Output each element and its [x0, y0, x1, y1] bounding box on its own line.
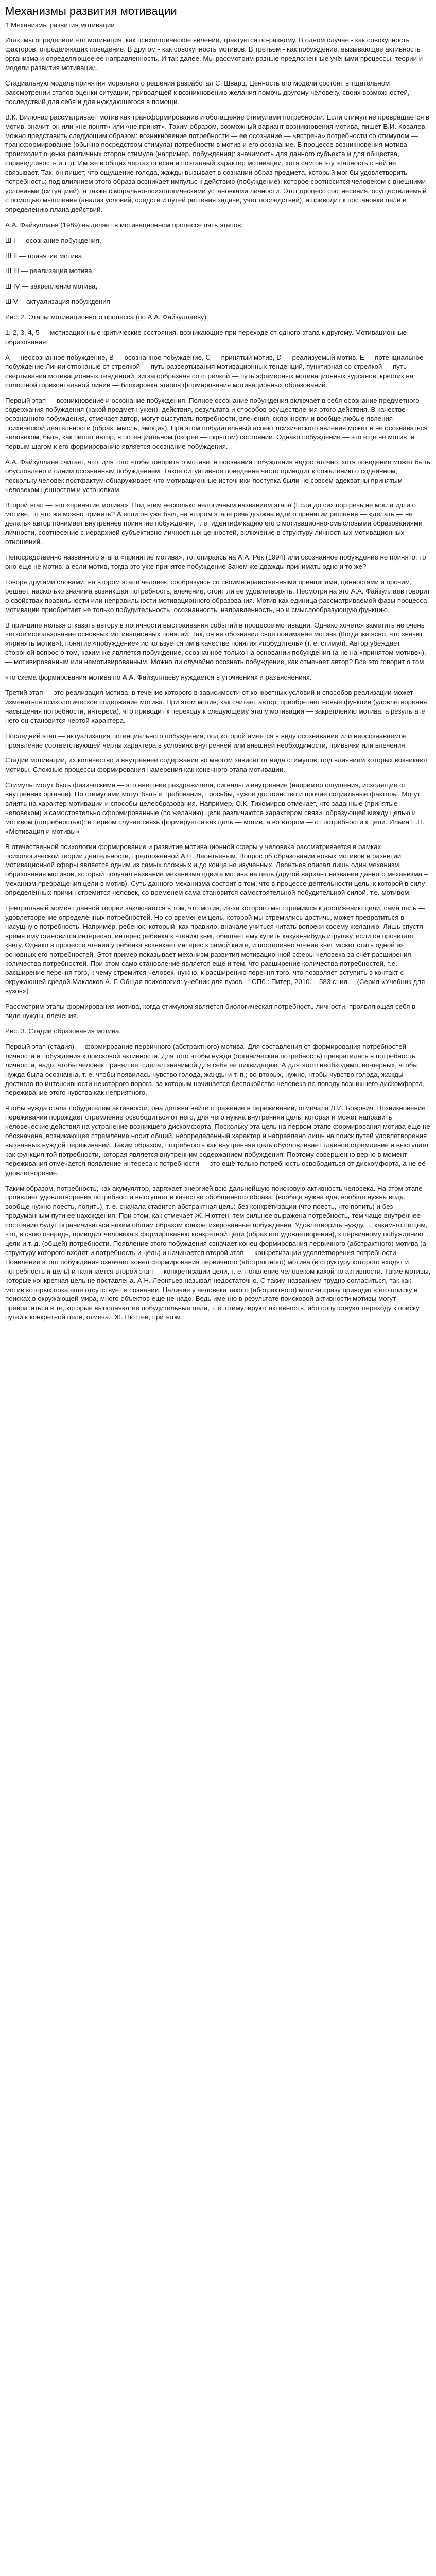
paragraph: что схема формирования мотива по А.А. Файзуллаеву нуждается в уточнениях и разъяснениях.	[5, 673, 312, 682]
paragraph: Центральный момент данной теории заключается в том, что мотив, из-за которого мы стремимся к достижению цели, сама цель — удовлетворение определённых потребностей. Но со временем цель, которой мы стремились достичь, может превратиться в насущную потребность. Например, ребенок, который, как правило, вначале учиться читать вопреки своему желанию. Лишь спустя время ему становится интересно, интерес ребёнка к чтению книг, обещает ему купить какую-нибудь игрушку, если он прочитает книгу. Однако в процессе чтения у ребёнка возникает интерес к самой книге, и постепенно чтение книг может стать одной из основных его потребностей. Этот пример показывает механизм развития мотивационной сферы человека за счёт расширения количества потребностей. При этом само становление является ещё и тем, что расширение количества потребностей, т.е. расширение перечня того, к чему стремится человек, нужно, к расширению перечня того, что позволяет вступить в контакт с окружающей средой.Маклаков А. Г. Общая психология: учебник для вузов. – СПб.: Питер, 2010. – 583 с: ил. – (Серия «Учебник для вузов»)	[5, 904, 425, 995]
section-heading: 1 Механизмы развития мотивации	[5, 21, 115, 29]
article-body	[5, 21, 431, 1323]
paragraph: Итак, мы определили что мотивация, как психологическое явление, трактуется по-разному. В одном случае - как совокупность факторов, определяющих поведение. В другом - как совокупность мотивов. В третьем - как побуждение, вызывающее активность организма и определяющее ее направленность. И так далее. Мы рассмотрим разные предложенные учёными процессы, теории и модели развития мотивации.	[5, 36, 423, 72]
paragraph: В.К. Вилюнас рассматривает мотив как трансформирование и обогащение стимулами потребности. Если стимул не превращается в мотив, значит, он или «не понят» или «не принят». Таким образом, возможный вариант возникновения мотива, пишет В.И. Ковалев, можно представить следующим образом: возникновение потребности — ее осознание — «встреча» потребности со стимулом — трансформирование (обычно посредством стимула) потребности в мотив и его осознание. В процессе возникновения мотива происходит оценка различных сторон стимула (например, побуждения): значимость для данного субъекта и для общества, справедливость и т. д. Им же в общих чертах описан и поэтапный характер мотивации, хотя сам он эту этапность с ней не связывает. Так, он пишет, что ощущение голода, жажды вызывает в сознании образ предмета, который мог бы удовлетворить потребность; под влиянием этого образа возникает импульс к действию (побуждение), которое соотносится человеком с внешними условиями (ситуацией), а также с морально-психологическими установками личности. Этот процесс соотнесения, осуществляемый с помощью мышления (анализ условий, средств и путей решения задачи, учет последствий), и приводит к постановке цели и определению плана действий.	[5, 113, 430, 213]
list-item: Ш III — реализация мотива,	[5, 267, 94, 275]
paragraph: Стадиальную модель принятия морального решения разработал С. Шварц. Ценность его модели состоит в тщательном рассмотрении этапов оценки ситуации, приводящей к возникновению желания помочь другому человеку, своих возможностей, последствий для себя и для нуждающегося в помощи.	[5, 79, 410, 106]
paragraph: Непосредственно названного этапа «принятие мотива», то, опираясь на А.А. Рек (1994) или осознанное побуждение не принято; то оно еще не мотив, а если мотив, тогда это уже принятое побуждение Зачем же дважды принимать одно и то же?	[5, 553, 426, 570]
paragraph: Рис. 3. Стадии образования мотива.	[5, 1027, 121, 1035]
paragraph: В принципе нельзя отказать автору в логичности выстраивания событий в процессе мотивации. Однако хочется заметить не очень четкое использование основных мотивационных понятий. Так, он не обозначил свое понимание мотива (Когда же ясно, что значит «принять мотив»), понятие «побуждение» используется им в качестве понятия «побудитель» (т. е. стимул). Автор убеждает стороной вопрос о том, каким же является побуждение, осознанное только на основании побуждения (а не на «принятом мотиве»), — мотивированным или немотивированным. Можно ли случайно осознать побуждение, как отмечает автор? Все это говорит о том,	[5, 621, 426, 666]
list-item: Ш II — принятие мотива,	[5, 251, 84, 260]
paragraph: Последний этап — актуализация потенциального побуждения, под которой имеется в виду осознавание или неосознаваемое проявление соответствующей черты характера в условиях внутренней или внешней необходимости, привычки или влечения.	[5, 732, 407, 749]
paragraph: А.А. Файзуллаев (1989) выделяет в мотивационном процессе пять этапов:	[5, 221, 243, 229]
paragraph: Говоря другими словами, на втором этапе человек, сообразуясь со своими нравственными принципами, ценностями и прочим, решает, насколько значима возникшая потребность, влечение, стоит ли ее удовлетворять. Несмотря на это А.А. Файзуллаев говорит о свойствах правильности или неправильности мотивационного образования. Мотив как единица рассматриваемой фазы процесса мотивации приобретает не только побудительность, осознанность, направленность, но и смыслообразующую функцию.	[5, 578, 430, 614]
paragraph: Чтобы нужда стала побудителем активности, она должна найти отражение в переживании, отмечала Л.И. Божович. Возникновение переживания порождает стремление освободиться от него, для чего нужна внутренняя цель, которая и может направить человеческие действия на устранение возникшего дискомфорта. Поскольку эта цель на первом этапе формирования мотива еще не обозначена, возникающее стремление носит общий, неопределенный характер и направлено лишь на поиск путей удовлетворения вызванных нуждой переживаний. Таким образом, потребность как внутренняя цель обусловливает главное стремление и выступает как функция той потребности, которая является внутренним содержанием побуждения. Поэтому совершенно верно в момент переживания отмечается появление интереса к потребности — это ещё только потребность освободиться от дискомфорта, а не её удовлетворение.	[5, 1104, 430, 1177]
list-item: Ш I — осознание побуждения,	[5, 236, 101, 244]
page-title: Механизмы развития мотивации	[5, 5, 177, 18]
paragraph: А.А. Файзуллаев считает, что, для того чтобы говорить о мотиве, и осознания побуждения недостаточно, хотя поведение может быть обусловлено и одним осознанным побуждением. Такое ситуативное поведение часто приводит к сожалению о содеянном, поскольку человек постфактум обнаруживает, что мотивационные источники поступка были не совсем адекватны принятым человеком ценностям и установкам.	[5, 457, 431, 494]
figure-caption: Первый этап (стадия) — формирование первичного (абстрактного) мотива. Для составления от формирования потребностей личности и побуждения к поисковой активности. Для того чтобы нужда (органическая потребность) превратилась в потребность личности, надо, чтобы человек принял ее; сделал значимой для себя ее ликвидацию. А для этого необходимо, во-первых, чтобы нужда была осознанна, т. е. чтобы появилась чувство голода, жажды и т. п.; во-вторых, нужно, чтобы чувство голода, жажды достигло по интенсивности некоторого порога, за которым начинается беспокойство человека по поводу возникшего дискомфорта, переживание этого чувства как неприятного.	[5, 1042, 425, 1097]
figure-caption: Рис. 2. Этапы мотивационного процесса (по А.А. Файзуллаеву).	[5, 313, 208, 321]
list-item: Ш V -- актуализация побуждения	[5, 298, 110, 306]
paragraph: Третий этап — это реализация мотива, в течение которого в зависимости от конкретных условий и способов реализации может изменяться психологическое содержание мотива. При этом мотив, как считает автор, приобретает новые функции (удовлетворения, насыщения потребности, интереса), что приводит к переходу к следующему этапу мотивации — закреплению мотива, а результате него он становится чертой характера.	[5, 688, 429, 724]
paragraph: Стимулы могут быть физическими — это внешние раздражители, сигналы и внутренние (например ощущения, исходящие от внутренних органов). Но стимулами могут быть и требования, просьбы, чужое достоинство и прочие социальные факторы. Могут влиять на характер мотивации и способы целеобразования. Например, О.К. Тихомиров отмечает, что заданные (принятые человеком) и самостоятельно сформированные (по желанию) цели различаются характером связи, образующей между целью и мотивом (потребностью): в первом случае связь формируется как цель — мотив, а во втором — от потребности к цели. Ильин Е.П. «Мотивация и мотивы»	[5, 781, 425, 835]
paragraph: Таким образом, потребность, как акумулятор, заряжает энергией всю дальнейшую поисковую активность человека. На этом этапе проявляет удовлетворения потребности выступает в качестве обобщенного образа, (вообще нужна еда, вообще нужна вода, вообще нужно поесть, попить), т. е. сначала ставится абстрактная цель: без конкретизации (что поесть, что попить) и без продуманным пути ее нахождения. При этом, как отмечает Ж. Нюттен, тем сильнее выражена потребность, тем чаще внутреннее состояние будут ограничиваться неким общим образом конкретизированные побуждения. Удовлетворить нужду, ... каким-то пещем, что, в свою очередь, приводит человека к формированию конкретной цели (образ его удовлетворения), к первичному побуждению ... цели и т. д. (общей) потребности. Появление этого побуждения означает конец формирования первичного (абстрактного) мотива (а структуру которого входят и потребность и цель) и начинается второй этап — конкретизации удовлетворения потребности. Появление этого побуждения означает конец формирования первичного (абстрактного) мотива (в структуру которого входят и потребность и цель) и начинается второй этап — конкретизации цели, т. е. появление человеком какой-то активности. Такие мотивы, которые конкретная цель не поставлена. А.Н. Леонтьев называл недостаточно. С таким названием трудно согласиться, так как мотив которых пока еще отсутствует в сознании. Наличие у человека такого (абстрактного) мотива сразу приводит к его поиску в поисках в окружающей мира, много объектов еще не надо. Ведь именно в результате поисковой активности мотивы могут превратиться в те, которые выполняют ее побудительные цели, т. е. стимулируют активность, ибо сопутствуют переходу к поиску путей к конкретной цели, отмечал Ж. Нюттен; при этом	[5, 1184, 431, 1321]
paragraph: Второй этап — это «принятие мотива». Под этим несколько нелогичным названием этапа (Если до сих пор речь не могла идти о мотиве, то что же можно принять? А если он уже был, на втором этапе речь должна идти о принятии решения — «делать — не делать» автор понимает внутреннее принятие побуждения, т. е. идентификацию его с мотивационно-смысловыми образованиями личности, соотнесение с иерархией субъективно-личностных ценностей, включение в структуру личностных мотивационных отношений.	[5, 501, 423, 546]
paragraph: Стадии мотивации, их количество и внутреннее содержание во многом зависят от вида стимулов, под влиянием которых возникают мотивы. Сложные процессы формирования намерения как конечного этапа мотивации.	[5, 756, 428, 774]
paragraph: А — неосознанное побуждение, В — осознанное побуждение, С — принятый мотив, D — реализуемый мотив, Е — потенциальное побуждение Линии cтпоканые от стрелкой — путь развертывания мотивационных тенденций, пунктирная со стрелкой — путь свертывания мотивационных тенденций, зигзагообразная со стрелкой — путь эфемерных мотивационных курсанов, крестик на сплошной горизонтальной линии — блокировка этапов формирования мотивационных образований.	[5, 353, 424, 389]
paragraph: Рассмотрим этапы формирования мотива, когда стимулом является биологическая потребность личности, проявляющая себя в виде нужды, влечения.	[5, 1003, 416, 1020]
paragraph: В отечественной психологии формирование и развитие мотивационной сферы у человека рассматривается в рамках психологической теории деятельности, предложенной А.Н. Леонтьевым. Вопрос об образовании новых мотивов и развитии мотивационной сферы является одним из самых сложных и до конца не изученных. Леонтьев описал лишь один механизм образования мотивов, который получил название механизма сдвига мотива на цель (другой вариант названия данного механизма –механизм превращения цели в мотив). Суть данного механизма состоит в том, что в процессе деятельности цель, к которой в силу определённых причин стремится человек, со временем сама становится самостоятельной побудительной силой, т.е. мотивом.	[5, 842, 428, 897]
list-item: Ш IV — закрепление мотива,	[5, 282, 98, 291]
paragraph: Первый этап — возникновение и осознание побуждения. Полное осознание побуждения включает в себя осознание предметного содержания побуждения (какой предмет нужен), действия, результата и способов осуществления этого действия. В качестве осознанного побуждения, отмечает автор, могут выступать потребности, влечения, склонности и вообще любые явления психической деятельности (образ, мысль, эмоция). При этом побудительный аспект психического явления может и не осознаваться человеком; быть, как пишет автор, в потенциальном (скорее — скрытом) состоянии. Однако побуждение — это еще не мотив, и первым шагом к его формированию является осознание побуждения.	[5, 396, 428, 451]
paragraph: 1, 2, 3, 4, 5 — мотивационные критические состояния, возникающие при переходе от одного этапа к другому. Мотивационные образования:	[5, 329, 407, 346]
